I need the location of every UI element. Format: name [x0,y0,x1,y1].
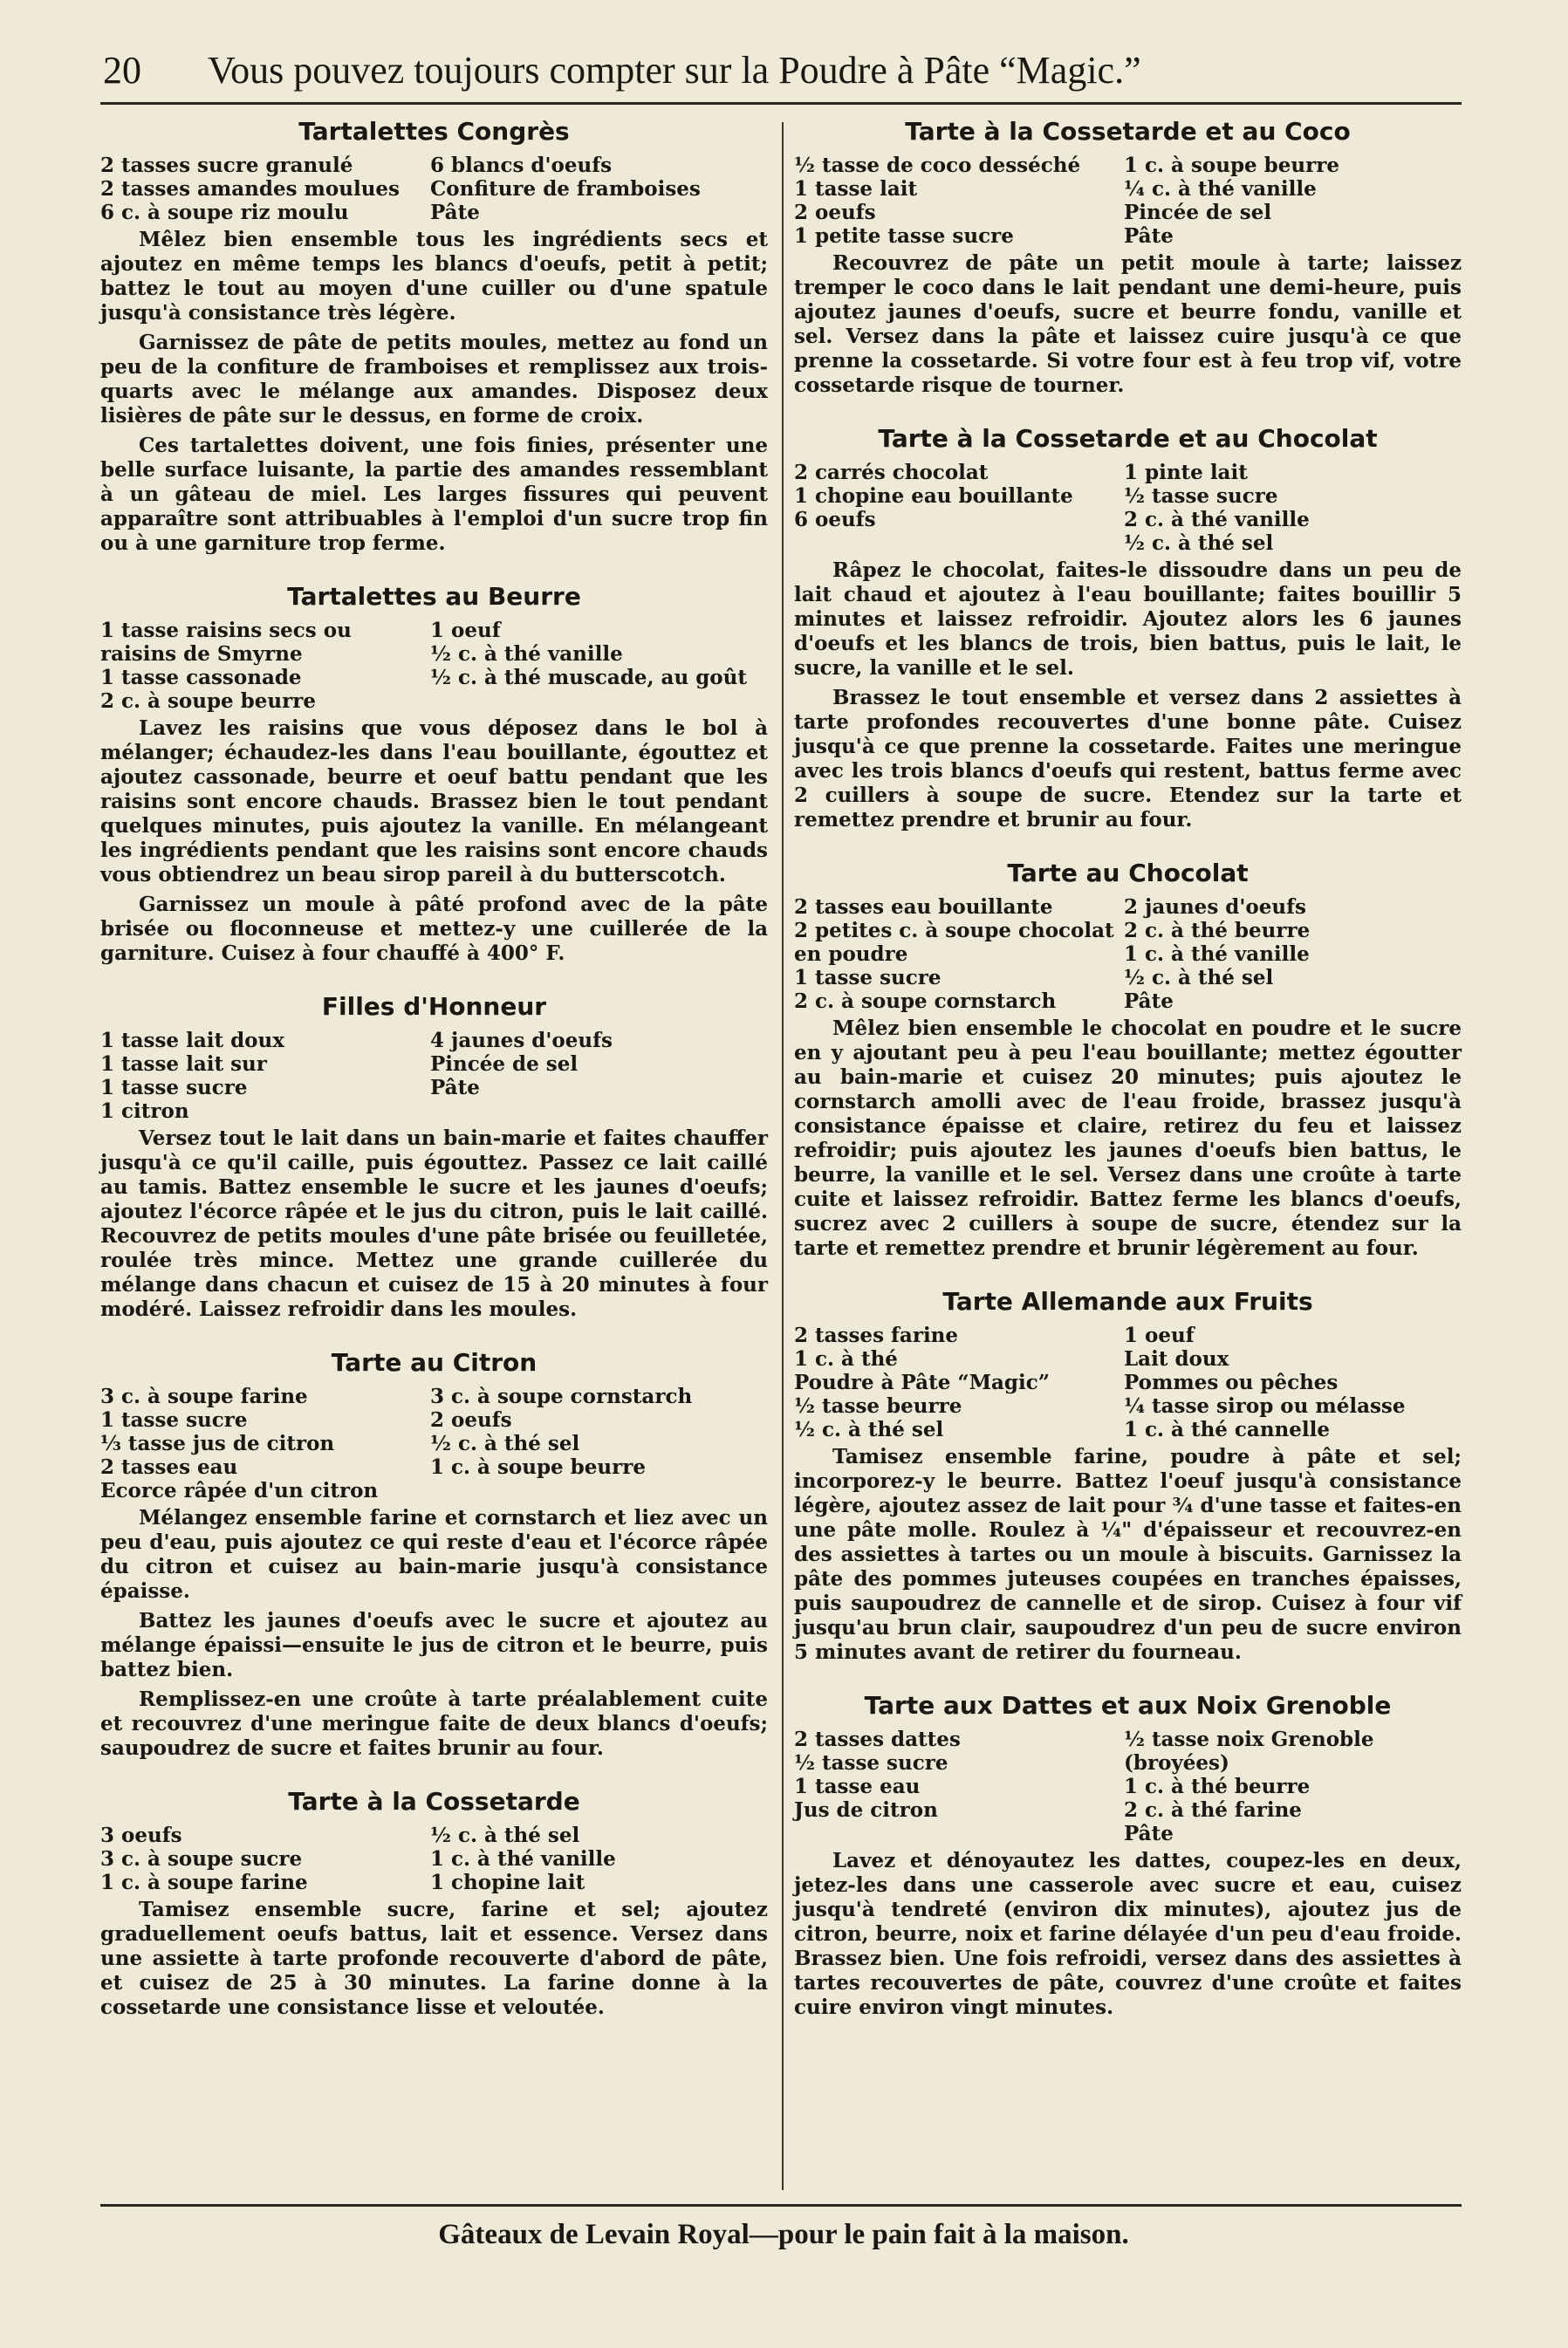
ingredient-item: 4 jaunes d'oeufs [430,1029,613,1052]
recipe-section [100,1785,768,2020]
ingredient-list [794,895,1462,1013]
ingredient-item: ½ tasse noix Grenoble (broyées) [1124,1728,1374,1775]
ingredient-item: Pincée de sel [1124,201,1272,224]
left-column [100,115,768,2044]
ingredient-item: 6 c. à soupe riz moulu [100,201,349,224]
ingredient-list [794,154,1462,248]
ingredient-item: Pommes ou pêches [1124,1371,1339,1394]
ingredient-column-left [794,1324,1124,1441]
column-divider [782,122,784,2190]
recipe-section [794,1689,1462,2020]
recipe-title: Tarte à la Cossetarde et au Coco [905,117,1351,146]
ingredient-item: 1 pinte lait [1124,461,1248,484]
ingredient-column-right [430,619,768,713]
ingredient-item: 1 c. à soupe beurre [430,1455,646,1479]
ingredient-column-left [100,1824,430,1894]
ingredient-item: 1 tasse lait sur [100,1052,267,1076]
ingredient-item: 2 c. à thé beurre [1124,919,1311,942]
recipe-title: Tarte Allemande aux Fruits [942,1287,1313,1316]
ingredient-column-left [794,154,1124,248]
instruction-paragraph: Remplissez-en une croûte à tarte préalablement cuite et recouvrez d'une meringue faite de deux blancs d'oeufs; saupoudrez de sucre et faites brunir au four. [100,1687,768,1760]
instruction-paragraph: Lavez les raisins que vous déposez dans le bol à mélanger; échaudez-les dans l'eau bouillante, égouttez et ajoutez cassonade, beurre et oeuf battu pendant que les raisins sont encore chauds. Brassez bien le tout pendant quelques minutes, puis ajoutez la vanille. En mélangeant les ingrédients pendant que les raisins sont encore chauds vous obtiendrez un beau sirop pareil à du butterscotch. [100,716,768,886]
ingredient-item: 1 chopine lait [430,1871,585,1894]
recipe-title: Tarte au Citron [331,1348,538,1377]
ingredient-item: 2 carrés chocolat [794,461,989,484]
ingredient-item: 1 oeuf [1124,1324,1195,1347]
ingredient-item: 2 c. à soupe beurre [100,689,316,713]
ingredient-item: ½ c. à thé sel [794,1418,944,1441]
ingredient-item: 1 c. à soupe beurre [1124,154,1339,177]
ingredient-list [100,1824,768,1894]
recipe-section [794,422,1462,832]
instruction-paragraph: Lavez et dénoyautez les dattes, coupez-les en deux, jetez-les dans une casserole avec sucre et eau, cuisez jusqu'à tendreté (environ dix minutes), ajoutez jus de citron, beurre, noix et farine délayée d'un peu d'eau froide. Brassez bien. Une fois refroidi, versez dans des assiettes à tartes recouvertes de pâte, couvrez d'une croûte et faites cuire environ vingt minutes. [794,1849,1462,2019]
ingredient-item: Lait doux [1124,1347,1229,1371]
ingredient-item: Confiture de framboises [430,177,701,201]
ingredient-item: ½ tasse sucre [794,1751,948,1775]
ingredient-item: 1 c. à thé vanille [1124,942,1310,966]
ingredient-item: 1 c. à thé [794,1347,898,1371]
recipe-section [100,1346,768,1761]
ingredient-item: ½ c. à thé sel [1124,966,1274,989]
ingredient-item: 1 tasse lait doux [100,1029,284,1052]
instruction-paragraph: Recouvrez de pâte un petit moule à tarte; laissez tremper le coco dans le lait pendant une demi-heure, puis ajoutez jaunes d'oeufs, sucre et beurre fondu, vanille et sel. Versez dans la pâte et laissez cuire jusqu'à ce que prenne la cossetarde. Si votre four est à feu trop vif, votre cossetarde risque de tourner. [794,251,1462,397]
ingredient-item: 1 c. à thé vanille [430,1847,616,1871]
ingredient-item: 2 c. à thé vanille [1124,508,1310,531]
instruction-paragraph: Garnissez un moule à pâté profond avec de la pâte brisée ou floconneuse et mettez-y une cuillerée de la garniture. Cuisez à four chauffé à 400° F. [100,893,768,965]
ingredient-item: 1 oeuf [430,619,501,642]
ingredient-item: 1 citron [100,1099,189,1123]
instruction-paragraph: Versez tout le lait dans un bain-marie et faites chauffer jusqu'à ce qu'il caille, puis égouttez. Passez ce lait caillé au tamis. Battez ensemble le sucre et les jaunes d'oeufs; ajoutez l'écorce râpée et le jus du citron, puis le lait caillé. Recouvrez de petits moules d'une pâte brisée ou feuilletée, roulée très mince. Mettez une grande cuillerée du mélange dans chacun et cuisez de 15 à 20 minutes à four modéré. Laissez refroidir dans les moules. [100,1126,768,1321]
ingredient-item: 2 jaunes d'oeufs [1124,895,1306,919]
ingredient-item: 1 tasse cassonade [100,666,302,689]
page-number: 20 [103,49,141,92]
recipe-title: Tartalettes Congrès [298,117,570,146]
recipe-title: Tarte au Chocolat [1007,859,1249,887]
footer-rule [100,2204,1462,2207]
ingredient-column-right [430,1029,768,1123]
instruction-paragraph: Brassez le tout ensemble et versez dans 2 assiettes à tarte profondes recouvertes d'une bonne pâte. Cuisez jusqu'à ce que prenne la cossetarde. Faites une meringue avec les trois blancs d'oeufs qui restent, battus ferme avec 2 cuillers à soupe de sucre. Etendez sur la tarte et remettez prendre et brunir au four. [794,686,1462,832]
ingredient-item: 1 c. à thé beurre [1124,1775,1311,1798]
ingredient-item: 1 tasse raisins secs ou raisins de Smyrne [100,619,352,666]
ingredient-item: Pâte [1124,1822,1174,1845]
ingredient-list [794,461,1462,555]
instruction-paragraph: Mêlez bien ensemble le chocolat en poudre et le sucre en y ajoutant peu à peu l'eau bouillante; mettez égoutter au bain-marie et cuisez 20 minutes; puis ajoutez le cornstarch amolli avec de l'eau froide, brassez jusqu'à consistance épaisse et claire, retirez du feu et laissez refroidir; puis ajoutez les jaunes d'oeufs bien battus, le beurre, la vanille et le sel. Versez dans une croûte à tarte cuite et laissez refroidir. Battez ferme les blancs d'oeufs, sucrez avec 2 cuillers à soupe de sucre, étendez sur la tarte et remettez prendre et brunir légèrement au four. [794,1017,1462,1260]
recipe-title: Filles d'Honneur [321,992,547,1021]
recipe-section [100,580,768,966]
instruction-paragraph: Râpez le chocolat, faites-le dissoudre dans un peu de lait chaud et ajoutez à l'eau bouillante; faites bouillir 5 minutes et laissez refroidir. Ajoutez alors les 6 jaunes d'oeufs et les blancs de trois, bien battus, puis le lait, le sucre, la vanille et le sel. [794,558,1462,680]
ingredient-item: Pâte [1124,989,1174,1013]
instruction-paragraph: Garnissez de pâte de petits moules, mettez au fond un peu de la confiture de framboises et remplissez aux trois-quarts avec le mélange aux amandes. Disposez deux lisières de pâte sur le dessus, en forme de croix. [100,331,768,428]
ingredient-item: 2 petites c. à soupe chocolat en poudre [794,919,1114,966]
ingredient-list [794,1728,1462,1845]
ingredient-column-left [100,1385,430,1503]
recipe-title: Tarte à la Cossetarde [288,1787,580,1816]
ingredient-item: 1 chopine eau bouillante [794,484,1073,508]
page-header [103,45,1464,96]
instruction-paragraph: Tamisez ensemble sucre, farine et sel; ajoutez graduellement oeufs battus, lait et essence. Versez dans une assiette à tarte profonde recouverte d'abord de pâte, et cuisez de 25 à 30 minutes. La farine donne à la cossetarde une consistance lisse et veloutée. [100,1898,768,2019]
ingredient-column-left [794,461,1124,555]
ingredient-column-right [1124,461,1462,555]
ingredient-item: 6 blancs d'oeufs [430,154,613,177]
recipe-section [100,115,768,556]
ingredient-item: ½ c. à thé sel [1124,531,1274,555]
recipe-title: Tartalettes au Beurre [287,582,581,611]
ingredient-item: Pâte [430,1076,480,1099]
ingredient-item: 1 tasse sucre [100,1408,248,1432]
ingredient-item: 1 c. à soupe farine [100,1871,308,1894]
ingredient-item: Pâte [1124,224,1174,248]
ingredient-item: 3 c. à soupe farine [100,1385,308,1408]
instruction-paragraph: Mélangez ensemble farine et cornstarch et liez avec un peu d'eau, puis ajoutez ce qui reste d'eau et l'écorce râpée du citron et cuisez au bain-marie jusqu'à consistance épaisse. [100,1506,768,1603]
ingredient-column-left [100,1029,430,1123]
ingredient-item: ½ c. à thé sel [430,1432,580,1455]
ingredient-column-right [430,154,768,224]
ingredient-item: ½ tasse sucre [1124,484,1278,508]
recipe-section [794,1285,1462,1665]
ingredient-item: 3 oeufs [100,1824,182,1847]
ingredient-column-left [794,1728,1124,1845]
ingredient-item: Jus de citron [794,1798,938,1822]
ingredient-item: 2 c. à thé farine [1124,1798,1302,1822]
page-title: Vous pouvez toujours compter sur la Poudre à Pâte “Magic.” [208,49,1141,92]
ingredient-item: 2 tasses farine [794,1324,959,1347]
ingredient-item: 1 petite tasse sucre [794,224,1014,248]
ingredient-item: ¼ c. à thé vanille [1124,177,1317,201]
recipe-section [794,115,1462,398]
ingredient-list [100,619,768,713]
ingredient-item: Poudre à Pâte “Magic” [794,1371,1050,1394]
ingredient-item: ¼ tasse sirop ou mélasse [1124,1394,1406,1418]
ingredient-item: Pâte [430,201,480,224]
ingredient-item: 2 tasses sucre granulé [100,154,353,177]
ingredient-column-left [100,154,430,224]
ingredient-item: 2 c. à soupe cornstarch [794,989,1057,1013]
ingredient-column-left [100,619,430,713]
ingredient-column-right [1124,1728,1462,1845]
ingredient-item: ⅓ tasse jus de citron [100,1432,335,1455]
ingredient-item: 1 tasse eau [794,1775,921,1798]
ingredient-item: 6 oeufs [794,508,876,531]
ingredient-list [794,1324,1462,1441]
recipe-section [100,990,768,1322]
instruction-paragraph: Tamisez ensemble farine, poudre à pâte et sel; incorporez-y le beurre. Battez l'oeuf jusqu'à consistance légère, ajoutez assez de lait pour ¾ d'une tasse et faites-en une pâte molle. Roulez à ¼" d'épaisseur et recouvrez-en des assiettes à tartes ou un moule à biscuits. Garnissez la pâte des pommes juteuses coupées en tranches épaisses, puis saupoudrez de cannelle et de sirop. Cuisez à four vif jusqu'au brun clair, saupoudrez d'un peu de sucre environ 5 minutes avant de retirer du fourneau. [794,1445,1462,1664]
instruction-paragraph: Ces tartalettes doivent, une fois finies, présenter une belle surface luisante, la partie des amandes ressemblant à un gâteau de miel. Les larges fissures qui peuvent apparaître sont attribuables à l'emploi d'un sucre trop fin ou à une garniture trop ferme. [100,434,768,555]
ingredient-list [100,1385,768,1503]
ingredient-list [100,154,768,224]
ingredient-item: 1 tasse sucre [794,966,941,989]
ingredient-item: 3 c. à soupe cornstarch [430,1385,693,1408]
recipe-title: Tarte aux Dattes et aux Noix Grenoble [864,1691,1392,1720]
instruction-paragraph: Battez les jaunes d'oeufs avec le sucre et ajoutez au mélange épaissi—ensuite le jus de citron et le beurre, puis battez bien. [100,1609,768,1681]
ingredient-list [100,1029,768,1123]
ingredient-item: 2 oeufs [794,201,876,224]
ingredient-item: ½ c. à thé vanille [430,642,623,666]
ingredient-column-right [1124,1324,1462,1441]
ingredient-column-left [794,895,1124,1013]
ingredient-item: Ecorce râpée d'un citron [100,1479,379,1503]
right-column [794,115,1462,2044]
ingredient-item: ½ c. à thé sel [430,1824,580,1847]
ingredient-column-right [430,1385,768,1503]
ingredient-item: 2 tasses dattes [794,1728,961,1751]
ingredient-column-right [1124,895,1462,1013]
ingredient-item: 3 c. à soupe sucre [100,1847,303,1871]
recipe-section [794,857,1462,1261]
ingredient-item: Pincée de sel [430,1052,579,1076]
ingredient-item: 2 tasses eau [100,1455,238,1479]
recipe-title: Tarte à la Cossetarde et au Chocolat [878,424,1378,453]
ingredient-item: ½ tasse beurre [794,1394,962,1418]
ingredient-item: 2 tasses eau bouillante [794,895,1053,919]
instruction-paragraph: Mêlez bien ensemble tous les ingrédients secs et ajoutez en même temps les blancs d'oeufs, petit à petit; battez le tout au moyen d'une cuiller ou d'une spatule jusqu'à consistance très légère. [100,228,768,325]
ingredient-item: 1 tasse lait [794,177,918,201]
header-rule [100,102,1462,105]
ingredient-item: ½ tasse de coco desséché [794,154,1081,177]
ingredient-column-right [1124,154,1462,248]
ingredient-item: 2 oeufs [430,1408,512,1432]
ingredient-item: ½ c. à thé muscade, au goût [430,666,747,689]
ingredient-item: 1 c. à thé cannelle [1124,1418,1331,1441]
ingredient-item: 2 tasses amandes moulues [100,177,401,201]
page-footer: Gâteaux de Levain Royal—pour le pain fait à la maison. [438,2219,1129,2250]
ingredient-item: 1 tasse sucre [100,1076,248,1099]
ingredient-column-right [430,1824,768,1894]
